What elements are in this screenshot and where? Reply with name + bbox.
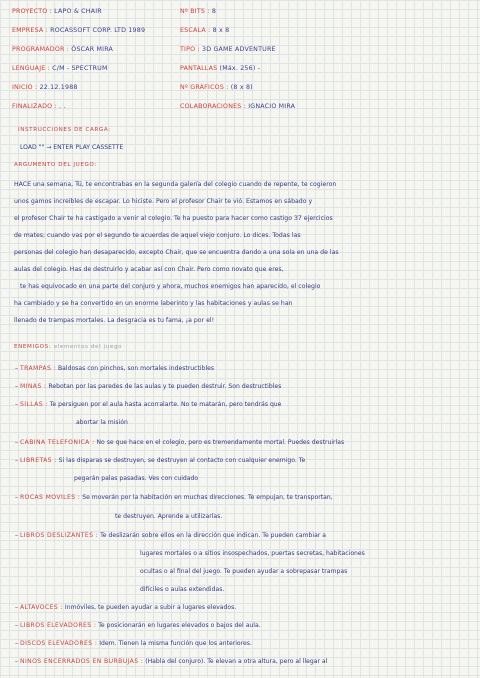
list-item-trampas: – TRAMPAS : Baldosas con pinchos, son mortales indestructibles [15, 365, 215, 372]
header-lenguaje: LENGUAJE : C/M - SPECTRUM [12, 65, 108, 72]
list-item-continuation: abortar la misión [76, 419, 128, 426]
list-item-libretas: – LIBRETAS : Si las disparas se destruyen, se destruyen al contacto con cualquier enemigo. Te [15, 457, 306, 464]
header-bits: Nº BITS : 8 [180, 8, 217, 15]
list-item-continuation: te destruyen. Aprende a utilizarlas. [115, 513, 223, 520]
list-item-libros-deslizantes: – LIBROS DESLIZANTES : Te deslizarán sobre ellos en la dirección que indican. Te pueden cambiar a [15, 532, 327, 539]
story-line: HACE una semana, Tú, te encontrabas en la segunda galería del colegio cuando de repente, te cogieron [14, 181, 337, 188]
list-item-continuation: difíciles o aulas extendidas. [140, 586, 225, 593]
list-item-continuation: lugares mortales o a sitios insospechados, puertas secretas, habitaciones [140, 550, 365, 557]
list-item-continuation: pegarán palas pasadas. Ves con cuidado [74, 475, 199, 482]
header-escala: ESCALA : 8 x 8 [180, 27, 230, 34]
list-item-continuation: ocultas o al final del juego. Te pueden ayudar a sobrepasar trampas [140, 568, 348, 575]
story-line: ha cambiado y se ha convertido en un enorme laberinto y las habitaciones y aulas se han [14, 300, 293, 307]
header-pantallas: PANTALLAS (Máx. 256) - [180, 65, 261, 72]
list-item-minas: – MINAS : Rebotan por las paredes de las aulas y te pueden destruir. Son destructibles [15, 383, 282, 390]
header-inicio: INICIO : 22.12.1988 [12, 84, 78, 91]
header-colaboraciones: COLABORACIONES : IGNACIO MIRA [180, 103, 296, 110]
story-line: de mates; cuando vas por el segundo te acuerdas de aquel viejo conjuro. Lo dices. Todas las [14, 232, 301, 239]
list-item-rocas: – ROCAS MÓVILES : Se moverán por la habitación en muchas direcciones. Te empujan, te transportan, [15, 494, 333, 501]
section-title-argumento: ARGUMENTO DEL JUEGO: [14, 162, 97, 168]
section-title-enemigos: ENEMIGOS: elementos del juego [14, 344, 123, 350]
header-programador: PROGRAMADOR : ÓSCAR MIRA [12, 46, 114, 53]
list-item-sillas: – SILLAS : Te persiguen por el aula hasta acorralarte. No te matarán, pero tendrás que [15, 401, 282, 408]
header-tipo: TIPO : 3D GAME ADVENTURE [180, 46, 276, 53]
list-item-libros-elevadores: – LIBROS ELEVADORES : Te posicionarán en lugares elevados o bajos del aula. [15, 622, 261, 629]
header-graficos: Nº GRÁFICOS : (8 x 8) [180, 84, 253, 91]
header-finalizado: FINALIZADO : . . [12, 103, 66, 110]
story-paragraph [14, 176, 470, 329]
story-line: el profesor Chair te ha castigado a venir al colegio. Te ha puesto para hacer como castigo 37 ejercicios [14, 215, 333, 222]
list-item-cabina: – CABINA TELEFÓNICA : No se que hace en el colegio, pero es tremendamente mortal. Puedes destruirlas [15, 439, 345, 446]
story-line: aulas del colegio. Has de destruirlo y acabar así con Chair. Pero como novato que eres, [14, 266, 284, 273]
load-instructions: LOAD "" → ENTER PLAY CASSETTE [20, 144, 124, 151]
list-item-altavoces: – ALTAVOCES : Inmóviles, te pueden ayudar a subir a lugares elevados. [15, 604, 237, 611]
list-item-ninos-burbujas: – NIÑOS ENCERRADOS EN BURBUJAS : (Habla del conjuro). Te elevan a otra altura, pero al llegar al [15, 658, 328, 665]
section-title-instrucciones: INSTRUCCIONES DE CARGA: [18, 127, 111, 133]
story-line: unos gamos increíbles de escapar. Lo hiciste. Pero el profesor Chair te vió. Estamos en sábado y [14, 198, 313, 205]
story-line: llenado de trampas mortales. La desgracia es tu fama, ¡a por el! [14, 317, 215, 324]
enemigos-subtitle: elementos del juego [53, 344, 123, 350]
story-line: personas del colegio han desaparecido, excepto Chair, que se encuentra dando a una sola en una de las [14, 249, 339, 256]
story-line: te has equivocado en una parte del conjuro y ahora, muchos enemigos han aparecido, el colegio [20, 283, 321, 290]
list-item-discos-elevadores: – DISCOS ELEVADORES : Idem. Tienen la misma función que los anteriores. [15, 640, 252, 647]
header-empresa: EMPRESA : ROCASSOFT CORP. LTD 1989 [12, 27, 146, 34]
header-proyecto: PROYECTO : LAPO & CHAIR [12, 8, 102, 15]
